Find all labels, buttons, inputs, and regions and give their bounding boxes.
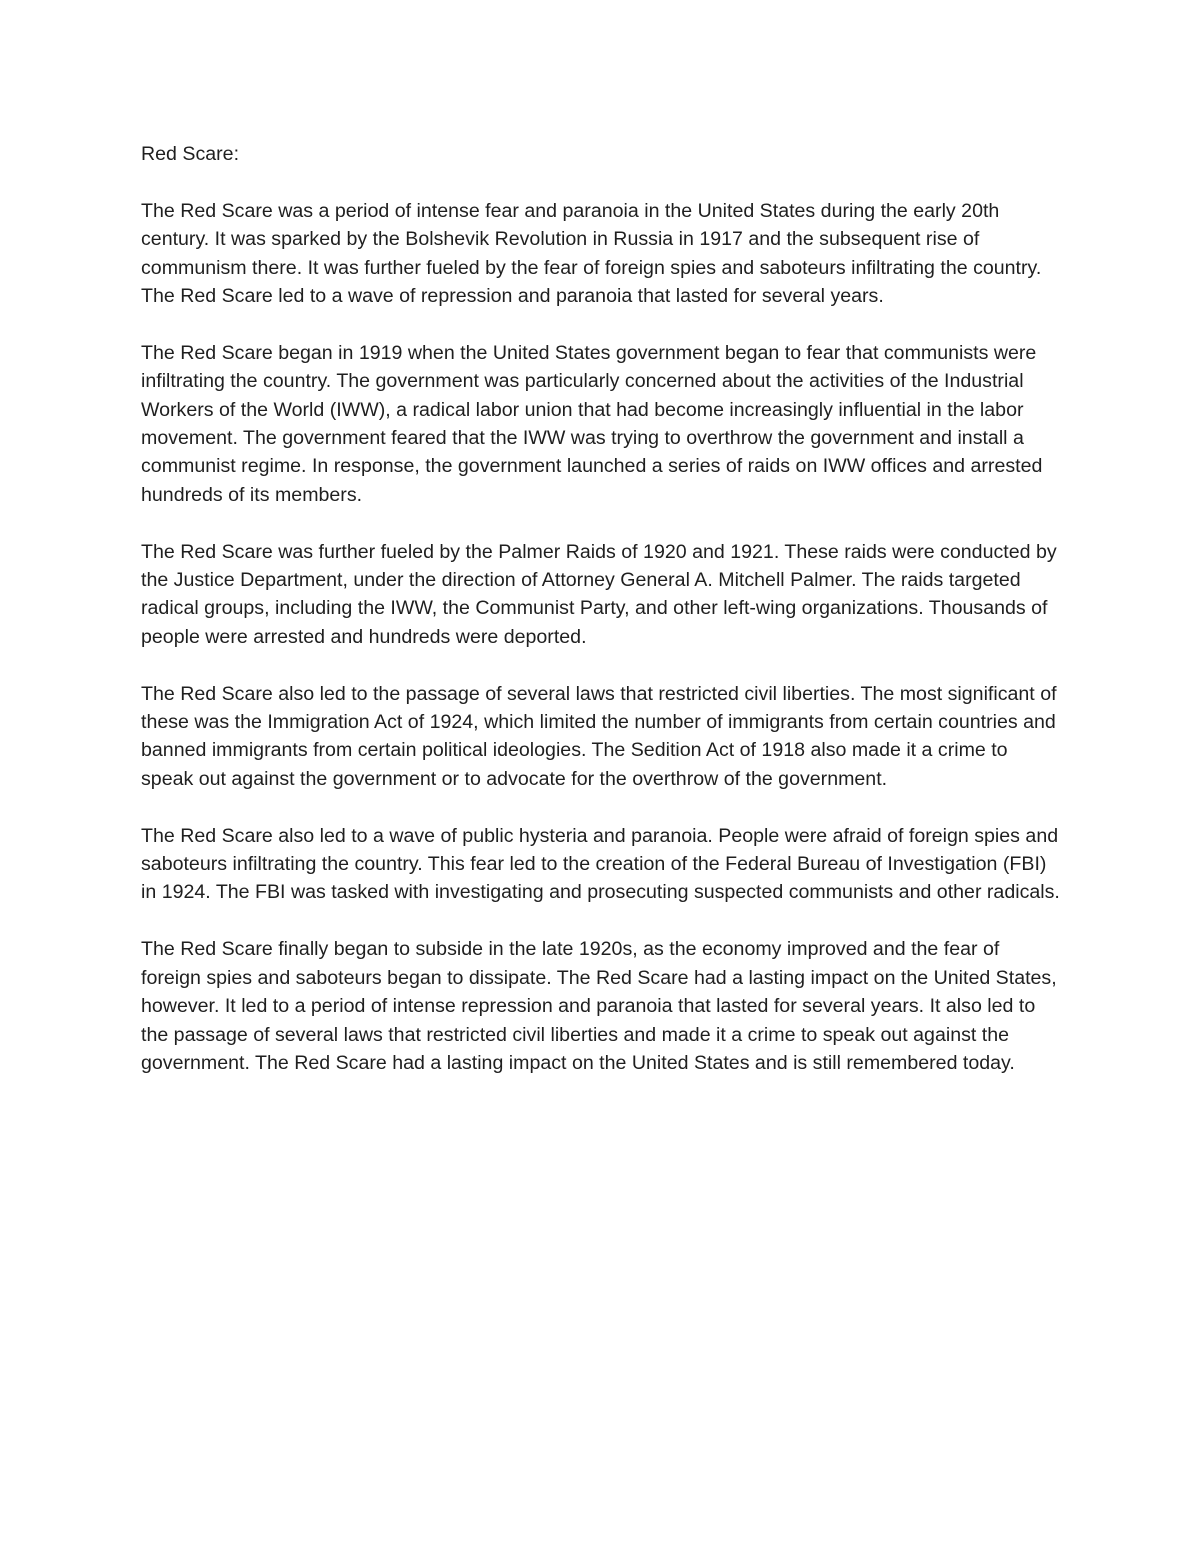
paragraph-4: The Red Scare also led to the passage of several laws that restricted civil liberties. The most significant of these was the Immigration Act of 1924, which limited the number of immigrants from certain countries and banned immigrants from certain political ideologies. The Sedition Act of 1918 also made it a crime to speak out against the government or to advocate for the overthrow of the government. xyxy=(141,682,1057,790)
document-heading: Red Scare: xyxy=(141,143,240,165)
paragraph-6: The Red Scare finally began to subside in the late 1920s, as the economy improved and the fear of foreign spies and saboteurs began to dissipate. The Red Scare had a lasting impact on the United States, however. It led to a period of intense repression and paranoia that lasted for several years. It also led to the passage of several laws that restricted civil liberties and made it a crime to speak out against the government. The Red Scare had a lasting impact on the United States and is still remembered today. xyxy=(141,938,1057,1074)
paragraph-2: The Red Scare began in 1919 when the United States government began to fear that communists were infiltrating the country. The government was particularly concerned about the activities of the Industrial Workers of the World (IWW), a radical labor union that had become increasingly influential in the labor movement. The government feared that the IWW was trying to overthrow the government and install a communist regime. In response, the government launched a series of raids on IWW offices and arrested hundreds of its members. xyxy=(141,341,1043,506)
paragraph-1: The Red Scare was a period of intense fear and paranoia in the United States during the early 20th century. It was sparked by the Bolshevik Revolution in Russia in 1917 and the subsequent rise of communism there. It was further fueled by the fear of foreign spies and saboteurs infiltrating the country. The Red Scare led to a wave of repression and paranoia that lasted for several years. xyxy=(141,199,1042,308)
document-body xyxy=(141,140,1061,1077)
paragraph-3: The Red Scare was further fueled by the Palmer Raids of 1920 and 1921. These raids were conducted by the Justice Department, under the direction of Attorney General A. Mitchell Palmer. The raids targeted radical groups, including the IWW, the Communist Party, and other left-wing organizations. Thousands of people were arrested and hundreds were deported. xyxy=(141,540,1057,648)
paragraph-5: The Red Scare also led to a wave of public hysteria and paranoia. People were afraid of foreign spies and saboteurs infiltrating the country. This fear led to the creation of the Federal Bureau of Investigation (FBI) in 1924. The FBI was tasked with investigating and prosecuting suspected communists and other radicals. xyxy=(141,824,1060,904)
